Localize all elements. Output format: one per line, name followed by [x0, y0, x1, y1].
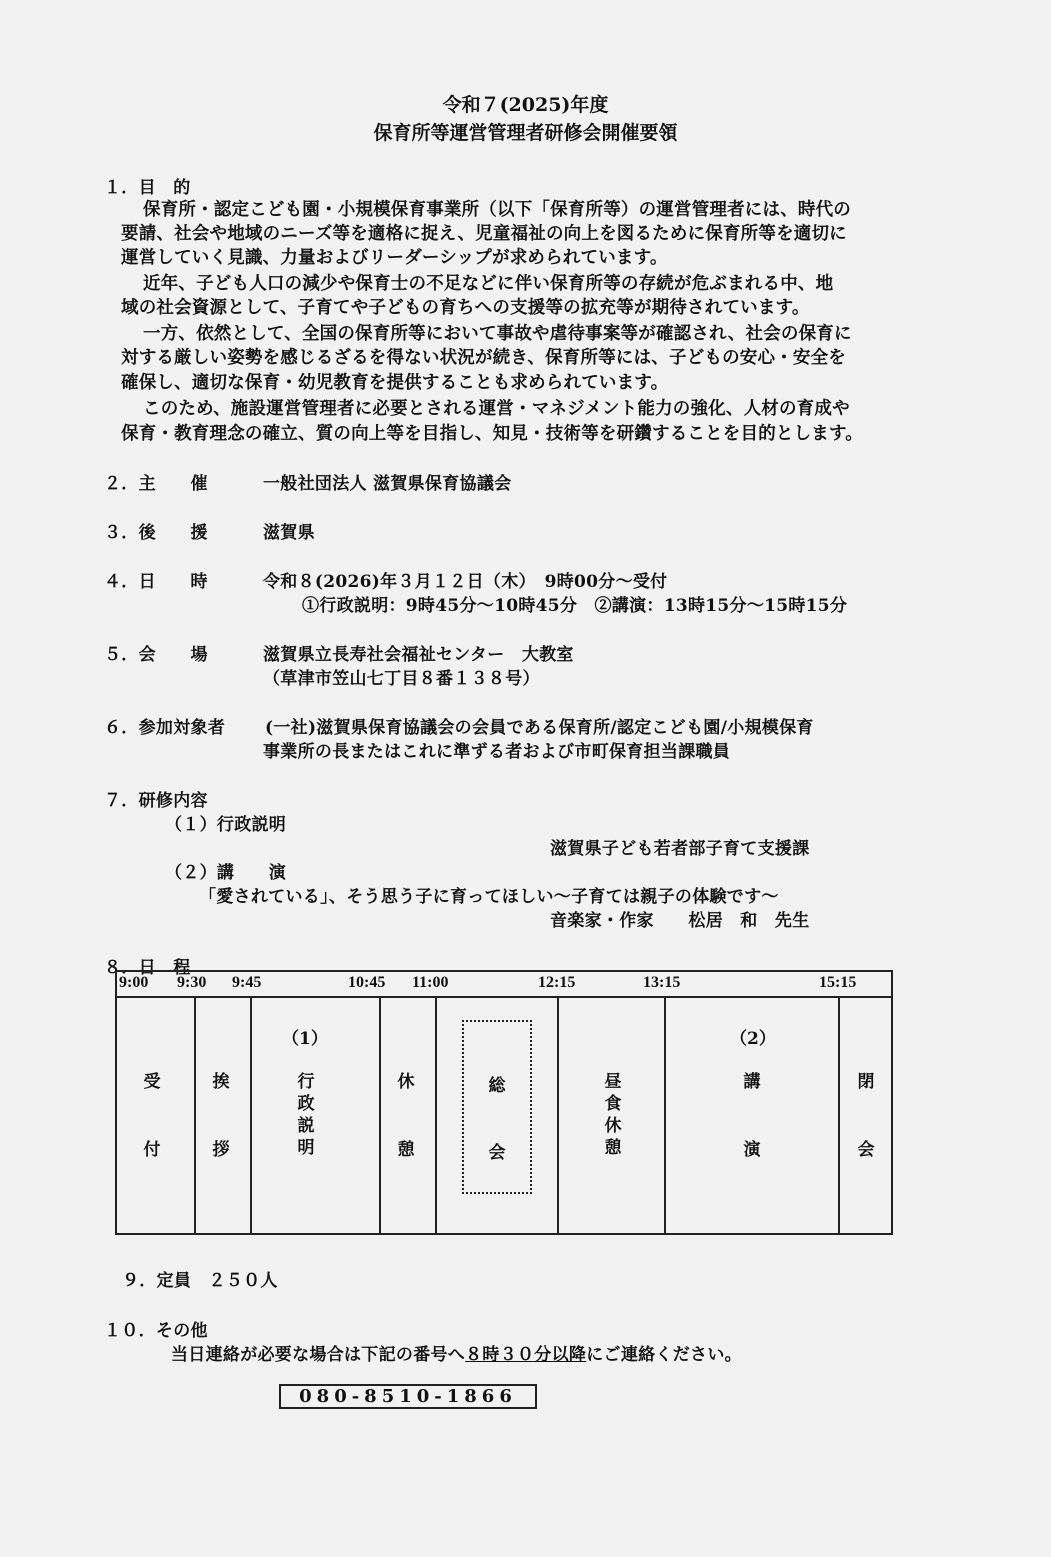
- break-char: 休: [397, 1072, 415, 1092]
- content-item2: （２）講 演: [165, 863, 287, 883]
- support-label: ３．後 援: [104, 523, 208, 543]
- column-divider: [838, 996, 840, 1233]
- datetime-sessions: ①行政説明：9時45分～10時45分 ②講演：13時15分～15時15分: [302, 596, 848, 616]
- purpose-line: 近年、子ども人口の減少や保育士の不足などに伴い保育所等の存続が危ぶまれる中、地: [143, 274, 834, 294]
- admin-number: （1）: [282, 1029, 328, 1049]
- support-value: 滋賀県: [263, 523, 315, 543]
- contact-note-pre: 当日連絡が必要な場合は下記の番号へ: [171, 1345, 466, 1365]
- time-label: 11:00: [412, 974, 449, 991]
- reception-char: 受: [143, 1072, 161, 1092]
- purpose-line: 確保し、適切な保育・幼児教育を提供することも求められています。: [121, 373, 669, 393]
- content-item1-by: 滋賀県子ども若者部子育て支援課: [550, 839, 810, 859]
- other-contact-note: [171, 1340, 742, 1365]
- schedule-table: [115, 970, 893, 1235]
- lecture-number: （2）: [730, 1029, 776, 1049]
- purpose-line: 域の社会資源として、子育てや子どもの育ちへの支援等の拡充等が期待されています。: [121, 298, 810, 318]
- column-divider: [194, 996, 196, 1233]
- time-label: 13:15: [643, 974, 681, 991]
- contact-note-post: にご連絡ください。: [586, 1345, 742, 1365]
- lecture-char: 演: [743, 1140, 761, 1160]
- break-char: 憩: [397, 1140, 415, 1160]
- time-label: 15:15: [819, 974, 857, 991]
- purpose-line: 要請、社会や地域のニーズ等を適格に捉え、児童福祉の向上を図るために保育所等を適切に: [121, 224, 847, 244]
- time-label: 9:30: [177, 974, 207, 991]
- other-heading: １０．その他: [104, 1321, 208, 1341]
- schedule-heading: ８．日 程: [104, 958, 191, 978]
- datetime-label: ４．日 時: [104, 572, 208, 592]
- purpose-line: 運営していく見識、力量およびリーダーシップが求められています。: [121, 248, 668, 268]
- column-divider: [664, 996, 666, 1233]
- content-item1: （１）行政説明: [165, 815, 287, 835]
- purpose-line: 対する厳しい姿勢を感じるざるを得ない状況が続き、保育所等には、子どもの安心・安全を: [121, 348, 846, 368]
- capacity: ９．定員 ２５０人: [122, 1271, 278, 1291]
- column-divider: [250, 996, 252, 1233]
- time-label: 9:45: [232, 974, 262, 991]
- venue-address: （草津市笠山七丁目８番１３８号）: [263, 669, 540, 689]
- general-meeting-char: 会: [488, 1143, 506, 1163]
- greeting-char: 拶: [212, 1140, 230, 1160]
- lecture-title: 「愛されている」、そう思う子に育ってほしい～子育ては親子の体験です～: [199, 887, 779, 907]
- purpose-line: このため、施設運営管理者に必要とされる運営・マネジメント能力の強化、人材の育成や: [143, 399, 850, 419]
- doc-title: 保育所等運営管理者研修会開催要領: [373, 122, 678, 144]
- time-label: 9:00: [119, 974, 149, 991]
- venue-value: 滋賀県立長寿社会福祉センター 大教室: [263, 645, 574, 665]
- contact-note-time: ８時３０分以降: [465, 1345, 587, 1365]
- lunch-label: 昼 食 休 憩: [604, 1072, 622, 1158]
- schedule-time-row: [117, 972, 891, 998]
- datetime-value: 令和８(2026)年３月１２日（木） 9時00分～受付: [263, 572, 668, 592]
- time-label: 12:15: [538, 974, 576, 991]
- admin-label: 行 政 説 明: [297, 1072, 315, 1158]
- lecturer: 音楽家・作家 松居 和 先生: [550, 911, 810, 931]
- column-divider: [379, 996, 381, 1233]
- content-heading: ７．研修内容: [104, 791, 208, 811]
- closing-char: 閉: [857, 1072, 875, 1092]
- purpose-line: 保育・教育理念の確立、質の向上等を目指し、知見・技術等を研鑽することを目的とします。: [121, 424, 863, 444]
- purpose-heading: １．目 的: [104, 178, 191, 198]
- purpose-line: 保育所・認定こども園・小規模保育事業所（以下「保育所等）の運営管理者には、時代の: [143, 200, 851, 220]
- column-divider: [435, 996, 437, 1233]
- reception-char: 付: [143, 1140, 161, 1160]
- greeting-char: 挨: [212, 1072, 230, 1092]
- column-divider: [557, 996, 559, 1233]
- time-label: 10:45: [348, 974, 386, 991]
- organizer-label: ２．主 催: [104, 474, 208, 494]
- general-meeting-box: [462, 1020, 532, 1194]
- purpose-line: 一方、依然として、全国の保育所等において事故や虐待事案等が確認され、社会の保育に: [143, 324, 852, 344]
- general-meeting-char: 総: [488, 1076, 506, 1096]
- doc-title-year: 令和７(2025)年度: [442, 94, 609, 116]
- closing-char: 会: [857, 1140, 875, 1160]
- venue-label: ５．会 場: [104, 645, 208, 665]
- lecture-char: 講: [743, 1072, 761, 1092]
- participants-line2: 事業所の長またはこれに準ずる者および市町保育担当課職員: [263, 742, 731, 762]
- participants-line1: (一社)滋賀県保育協議会の会員である保育所/認定こども園/小規模保育: [265, 718, 814, 738]
- phone-number: 080-8510-1866: [279, 1384, 537, 1409]
- organizer-value: 一般社団法人 滋賀県保育協議会: [263, 474, 512, 494]
- participants-label: ６．参加対象者: [104, 718, 226, 738]
